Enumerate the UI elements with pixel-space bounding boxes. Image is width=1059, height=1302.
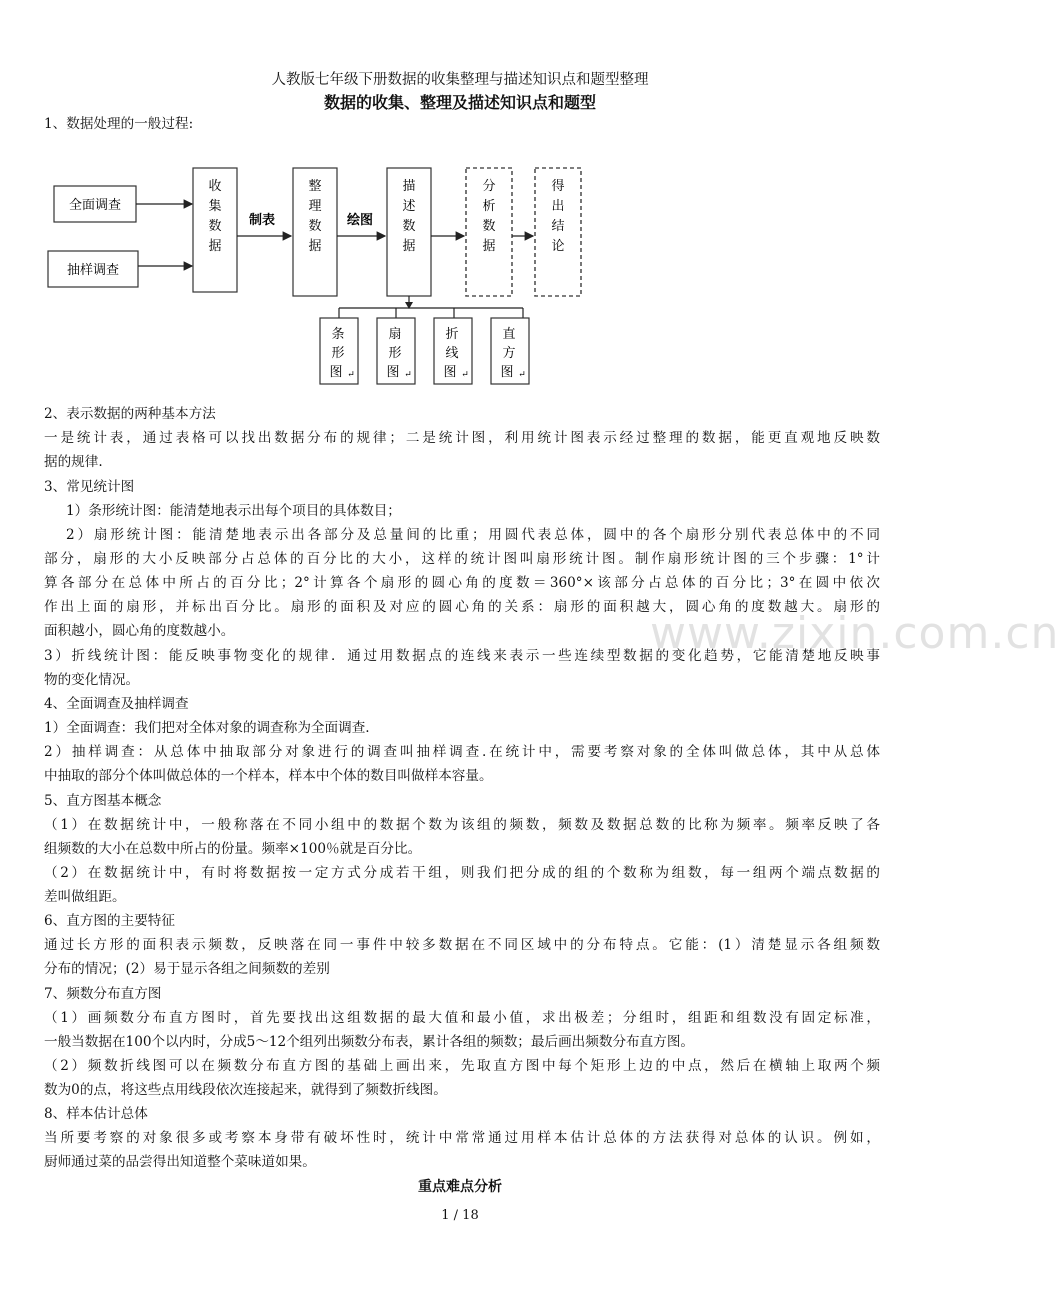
line-chart-c2: 图 bbox=[443, 365, 457, 380]
describe-data-c0: 描 bbox=[402, 179, 416, 194]
section-3-item-2: 算各部分在总体中所占的百分比；2°计算各个扇形的圆心角的度数＝360°×该部分占总体的百分比；3°在圆中依次 bbox=[44, 575, 880, 591]
section-5-item-1: 组频数的大小在总数中所占的份量。频率×100％就是百分比。 bbox=[44, 841, 422, 857]
section-3-item-3: 3）折线统计图：能反映事物变化的规律．通过用数据点的连线来表示一些连续型数据的变化趋势，它能清楚地反映事 bbox=[44, 648, 880, 664]
collect-data-c3: 据 bbox=[208, 239, 222, 254]
collect-data-c1: 集 bbox=[208, 199, 222, 214]
tabulate-label: 制表 bbox=[248, 213, 276, 228]
section-3-heading: 3、常见统计图 bbox=[44, 479, 135, 495]
sample-survey-label: 抽样调查 bbox=[66, 263, 120, 278]
section-8-text: 厨师通过菜的品尝得出知道整个菜味道如果。 bbox=[44, 1154, 316, 1170]
section-4-item-2: 中抽取的部分个体叫做总体的一个样本，样本中个体的数目叫做样本容量。 bbox=[44, 768, 493, 784]
section-4-heading: 4、全面调查及抽样调查 bbox=[44, 696, 189, 712]
section-6-text: 分布的情况；(2）易于显示各组之间频数的差别 bbox=[44, 961, 330, 977]
describe-data-c2: 数 bbox=[402, 219, 416, 234]
section-4-item-2: 2）抽样调查：从总体中抽取部分对象进行的调查叫抽样调查.在统计中，需要考察对象的全体叫做总体，其中从总体 bbox=[44, 744, 880, 760]
section-8-heading: 8、样本估计总体 bbox=[44, 1106, 148, 1122]
key-points-heading: 重点难点分析 bbox=[418, 1179, 502, 1195]
analyze-data-c0: 分 bbox=[482, 179, 496, 194]
organize-data-c0: 整 bbox=[308, 179, 322, 194]
page-number: 1 / 18 bbox=[441, 1208, 479, 1223]
section-5-heading: 5、直方图基本概念 bbox=[44, 793, 162, 809]
collect-data-c2: 数 bbox=[208, 219, 222, 234]
section-6-text: 通过长方形的面积表示频数，反映落在同一事件中较多数据在不同区域中的分布特点。它能：(1）清楚显示各组频数 bbox=[44, 937, 880, 953]
bar-chart-c0: 条 bbox=[331, 327, 345, 342]
histogram-c1: 方 bbox=[502, 346, 516, 361]
bar-chart-c2: 图 bbox=[329, 365, 343, 380]
section-5-item-2: （2）在数据统计中，有时将数据按一定方式分成若干组，则我们把分成的组的个数称为组数，每一组两个端点数据的 bbox=[44, 865, 880, 881]
section-7-heading: 7、频数分布直方图 bbox=[44, 986, 162, 1002]
collect-data-c0: 收 bbox=[208, 179, 222, 194]
pie-chart-c0: 扇 bbox=[388, 327, 402, 342]
section-3-item-1: 1）条形统计图：能清楚地表示出每个项目的具体数目； bbox=[66, 503, 401, 519]
histogram-mark: ↵ bbox=[518, 370, 526, 380]
section-5-item-1: （1）在数据统计中，一般称落在不同小组中的数据个数为该组的频数，频数及数据总数的比称为频率。频率反映了各 bbox=[44, 817, 880, 833]
section-3-item-2: 部分，扇形的大小反映部分占总体的百分比的大小，这样的统计图叫扇形统计图。制作扇形统计图的三个步骤：1°计 bbox=[44, 551, 880, 567]
document-title: 人教版七年级下册数据的收集整理与描述知识点和题型整理 bbox=[271, 72, 649, 88]
conclusion-c0: 得 bbox=[551, 179, 565, 194]
full-survey-label: 全面调查 bbox=[68, 198, 122, 213]
pie-chart-c2: 图 bbox=[386, 365, 400, 380]
section-5-item-2: 差叫做组距。 bbox=[44, 889, 126, 905]
bar-chart-mark: ↵ bbox=[347, 370, 355, 380]
organize-data-c3: 据 bbox=[308, 239, 322, 254]
histogram-c0: 直 bbox=[502, 327, 516, 342]
section-3-item-3: 物的变化情况。 bbox=[44, 672, 140, 688]
section-2-heading: 2、表示数据的两种基本方法 bbox=[44, 406, 216, 422]
line-chart-c1: 线 bbox=[445, 346, 459, 361]
section-7-item-2: 数为0的点，将这些点用线段依次连接起来，就得到了频数折线图。 bbox=[44, 1082, 447, 1098]
section-3-item-2: 作出上面的扇形，并标出百分比。扇形的面积及对应的圆心角的关系：扇形的面积越大，圆心角的度数越大。扇形的 bbox=[44, 599, 880, 615]
section-6-heading: 6、直方图的主要特征 bbox=[44, 913, 175, 929]
describe-data-c1: 述 bbox=[402, 199, 416, 214]
line-chart-mark: ↵ bbox=[461, 370, 469, 380]
plot-label: 绘图 bbox=[346, 213, 374, 228]
histogram-c2: 图 bbox=[500, 365, 514, 380]
conclusion-c1: 出 bbox=[551, 199, 565, 214]
section-7-item-1: 一般当数据在100个以内时，分成5～12个组列出频数分布表，累计各组的频数；最后画出频数分布直方图。 bbox=[44, 1034, 695, 1050]
organize-data-c2: 数 bbox=[308, 219, 322, 234]
section-3-item-2: 2）扇形统计图：能清楚地表示出各部分及总量间的比重；用圆代表总体，圆中的各个扇形分别代表总体中的不同 bbox=[66, 527, 880, 543]
document-subtitle: 数据的收集、整理及描述知识点和题型 bbox=[323, 93, 596, 112]
conclusion-c3: 论 bbox=[551, 239, 565, 254]
analyze-data-c3: 据 bbox=[482, 239, 496, 254]
bar-chart-c1: 形 bbox=[331, 346, 345, 361]
pie-chart-c1: 形 bbox=[388, 346, 402, 361]
data-process-diagram bbox=[40, 158, 600, 390]
line-chart-c0: 折 bbox=[445, 327, 459, 342]
conclusion-c2: 结 bbox=[551, 219, 565, 234]
section-7-item-2: （2）频数折线图可以在频数分布直方图的基础上画出来，先取直方图中每个矩形上边的中点，然后在横轴上取两个频 bbox=[44, 1058, 880, 1074]
section-8-text: 当所要考察的对象很多或考察本身带有破坏性时，统计中常常通过用样本估计总体的方法获得对总体的认识。例如， bbox=[44, 1130, 880, 1146]
section-4-item-1: 1）全面调查：我们把对全体对象的调查称为全面调查. bbox=[44, 720, 370, 736]
pie-chart-mark: ↵ bbox=[404, 370, 412, 380]
section-7-item-1: （1）画频数分布直方图时，首先要找出这组数据的最大值和最小值，求出极差；分组时，组距和组数没有固定标准， bbox=[44, 1010, 880, 1026]
watermark: www.zixin.com.cn bbox=[650, 608, 1059, 659]
section-3-item-2: 面积越小，圆心角的度数越小。 bbox=[44, 623, 235, 639]
analyze-data-c1: 析 bbox=[482, 199, 496, 214]
section-1-heading: 1、数据处理的一般过程: bbox=[44, 116, 194, 132]
analyze-data-c2: 数 bbox=[482, 219, 496, 234]
section-2-text: 一是统计表，通过表格可以找出数据分布的规律；二是统计图，利用统计图表示经过整理的数据，能更直观地反映数 bbox=[44, 430, 880, 446]
organize-data-c1: 理 bbox=[308, 199, 322, 214]
describe-data-c3: 据 bbox=[402, 239, 416, 254]
section-2-text: 据的规律. bbox=[44, 454, 103, 470]
